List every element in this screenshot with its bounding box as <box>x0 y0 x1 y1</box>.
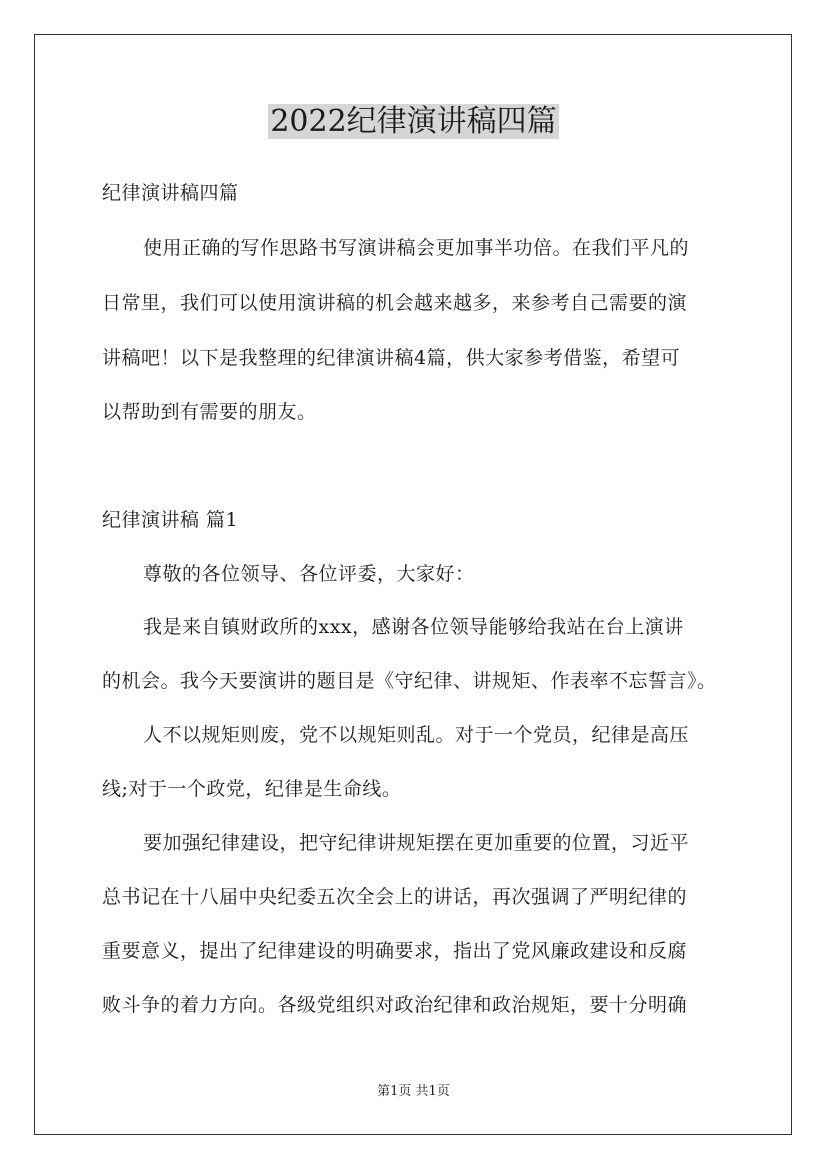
paragraph-line: 讲稿吧！以下是我整理的纪律演讲稿4篇，供大家参考借鉴，希望可 <box>102 347 681 369</box>
paragraph-line: 总书记在十八届中央纪委五次全会上的讲话，再次强调了严明纪律的 <box>102 886 688 908</box>
paragraph-line: 我是来自镇财政所的xxx，感谢各位领导能够给我站在台上演讲 <box>143 616 684 638</box>
page-number: 第1页 共1页 <box>377 1084 450 1099</box>
paragraph-line: 重要意义，提出了纪律建设的明确要求，指出了党风廉政建设和反腐 <box>102 940 688 962</box>
paragraph-line: 人不以规矩则废，党不以规矩则乱。对于一个党员，纪律是高压 <box>143 724 690 746</box>
paragraph-line: 尊敬的各位领导、各位评委，大家好： <box>143 563 475 585</box>
section-heading: 纪律演讲稿 篇1 <box>102 509 239 531</box>
document-title-text: 2022纪律演讲稿四篇 <box>270 104 557 139</box>
paragraph-line: 使用正确的写作思路书写演讲稿会更加事半功倍。在我们平凡的 <box>143 237 690 259</box>
document-title <box>0 100 827 144</box>
paragraph-line: 败斗争的着力方向。各级党组织对政治纪律和政治规矩，要十分明确 <box>102 994 688 1016</box>
paragraph-line: 日常里，我们可以使用演讲稿的机会越来越多，来参考自己需要的演 <box>102 292 688 314</box>
document-subtitle: 纪律演讲稿四篇 <box>102 182 239 204</box>
paragraph-line: 要加强纪律建设，把守纪律讲规矩摆在更加重要的位置，习近平 <box>143 832 690 854</box>
paragraph-line: 以帮助到有需要的朋友。 <box>102 401 317 423</box>
paragraph-line: 的机会。我今天要演讲的题目是《守纪律、讲规矩、作表率不忘誓言》。 <box>102 670 717 692</box>
paragraph-line: 线;对于一个政党，纪律是生命线。 <box>102 778 402 800</box>
